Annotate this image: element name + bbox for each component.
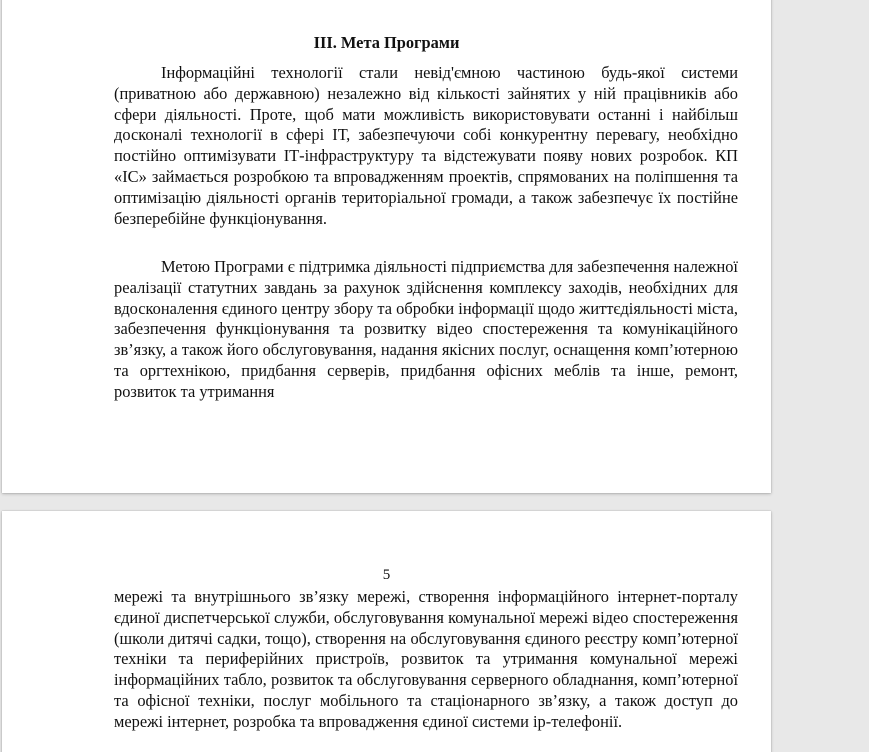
paragraph: Метою Програми є підтримка діяльності підприємства для забезпечення належної реалізації статутних завдань за рахунок здійснення комплексу заходів, необхідних для вдосконалення єдиного центру збору та обробки інформації щодо життєдіяльності міста, забезпечення функціонування та розвитку відео спостереження та комунікаційного зв’язку, а також його обслуговування, надання якісних послуг, оснащення комп’ютерною та оргтехнікою, придбання серверів, придбання офісних меблів та інше, ремонт, розвиток та утримання (114, 257, 738, 401)
document-page (2, 0, 771, 493)
section-heading: ІІІ. Мета Програми (313, 33, 460, 52)
document-page (2, 511, 771, 752)
page-number: 5 (382, 567, 391, 583)
paragraph: Інформаційні технології стали невід'ємною частиною будь-якої системи (приватною або державною) незалежно від кількості зайнятих у ній працівників або сфери діяльності. Проте, щоб мати можливість використовувати останні і найбільш досконалі технології в сфері ІТ, забезпечуючи собі конкурентну перевагу, необхідно постійно оптимізувати ІТ-інфраструктуру та відстежувати появу нових розробок. КП «ІС» займається розробкою та впровадженням проектів, спрямованих на поліпшення та оптимізацію діяльності органів територіальної громади, а також забезпечує їх постійне безперебійне функціонування. (114, 63, 738, 228)
paragraph: мережі та внутрішнього зв’язку мережі, створення інформаційного інтернет-порталу єдиної диспетчерської служби, обслуговування комунальної мережі відео спостереження (школи дитячі садки, тощо), створення на обслуговування єдиного реєстру комп’ютерної техніки та периферійних пристроїв, розвиток та утримання комунальної мережі інформаційних табло, розвиток та обслуговування серверного обладнання, комп’ютерної та офісної техніки, послуг мобільного та стаціонарного зв’язку, а також доступ до мережі інтернет, розробка та впровадження єдиної системи ір-телефонії. (114, 587, 738, 731)
